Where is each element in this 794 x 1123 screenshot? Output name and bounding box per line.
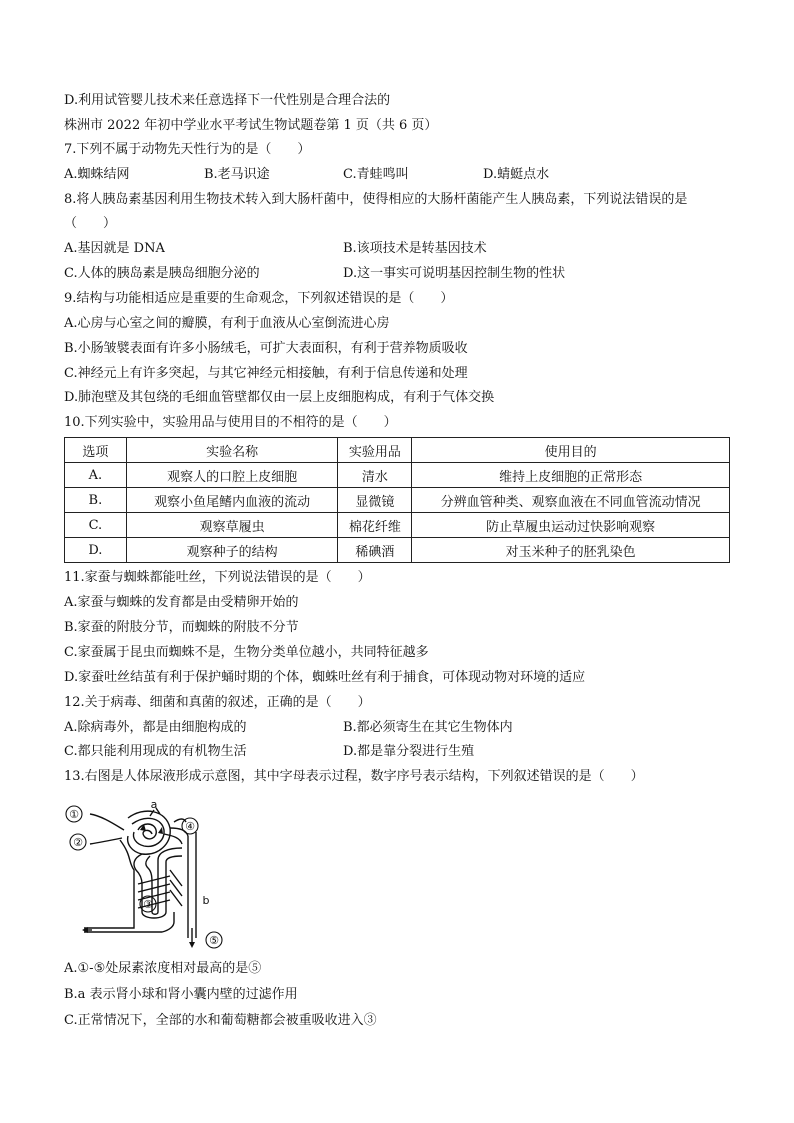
q13-option-a: A.①-⑤处尿素浓度相对最高的是⑤ [64, 961, 262, 976]
q7-option-d: D.蜻蜓点水 [483, 167, 550, 182]
table-cell: 显微镜 [338, 488, 412, 513]
header-purpose: 使用目的 [412, 438, 730, 463]
efferent-arteriole [90, 838, 122, 844]
capillary-vein [84, 840, 134, 928]
table-row [65, 488, 730, 513]
q13-stem: 13.右图是人体尿液形成示意图，其中字母表示过程，数字序号表示结构，下列叙述错误的是（ ） [64, 769, 644, 784]
table-cell: 维持上皮细胞的正常形态 [412, 463, 730, 488]
table-cell: 分辨血管种类、观察血液在不同血管流动情况 [412, 488, 730, 513]
q8-stem-cont: （ ） [64, 216, 117, 231]
table-header-row [65, 438, 730, 463]
q12-option-c: C.都只能利用现成的有机物生活 [64, 744, 247, 759]
q11-stem: 11.家蚕与蜘蛛都能吐丝，下列说法错误的是（ ） [64, 570, 371, 585]
header-material: 实验用品 [338, 438, 412, 463]
q8-option-d: D.这一事实可说明基因控制生物的性状 [343, 266, 566, 281]
table-cell: A. [65, 463, 127, 488]
table-cell: 观察小鱼尾鳍内血液的流动 [126, 488, 338, 513]
q12-stem: 12.关于病毒、细菌和真菌的叙述，正确的是（ ） [64, 695, 371, 710]
q13-option-c: C.正常情况下，全部的水和葡萄糖都会被重吸收进入③ [64, 1013, 377, 1028]
table-cell: C. [65, 513, 127, 538]
urine-arrowhead [189, 942, 195, 948]
table-cell: 观察人的口腔上皮细胞 [126, 463, 338, 488]
q8-stem: 8.将人胰岛素基因利用生物技术转入到大肠杆菌中，使得相应的大肠杆菌能产生人胰岛素，下列说法错误的是 [64, 192, 688, 207]
q9-option-c: C.神经元上有许多突起，与其它神经元相接触，有利于信息传递和处理 [64, 366, 468, 381]
table-cell: 清水 [338, 463, 412, 488]
label-a: a [150, 800, 158, 811]
table-row [65, 513, 730, 538]
table-cell: 防止草履虫运动过快影响观察 [412, 513, 730, 538]
q11-option-d: D.家蚕吐丝结茧有利于保护蛹时期的个体，蜘蛛吐丝有利于捕食，可体现动物对环境的适应 [64, 670, 586, 685]
q7-option-a: A.蜘蛛结网 [64, 167, 130, 182]
q13-option-b: B.a 表示肾小球和肾小囊内壁的过滤作用 [64, 987, 298, 1002]
q8-option-c: C.人体的胰岛素是胰岛细胞分泌的 [64, 266, 260, 281]
header-experiment: 实验名称 [126, 438, 338, 463]
experiment-table [64, 437, 730, 563]
q8-option-b: B.该项技术是转基因技术 [343, 241, 487, 256]
label-5: ⑤ [209, 934, 219, 947]
prev-question-option-d: D.利用试管婴儿技术来任意选择下一代性别是合理合法的 [64, 93, 391, 108]
q7-option-c: C.青蛙鸣叫 [343, 167, 409, 182]
q9-stem: 9.结构与功能相适应是重要的生命观念，下列叙述错误的是（ ） [64, 291, 454, 306]
q10-stem: 10.下列实验中，实验用品与使用目的不相符的是（ ） [64, 415, 397, 430]
label-3: ③ [143, 898, 153, 911]
q11-option-b: B.家蚕的附肢分节，而蜘蛛的附肢不分节 [64, 620, 299, 635]
label-b: b [202, 894, 210, 907]
glomerulus [138, 824, 156, 839]
table-cell: 对玉米种子的胚乳染色 [412, 538, 730, 563]
q11-option-a: A.家蚕与蜘蛛的发育都是由受精卵开始的 [64, 595, 299, 610]
q9-option-d: D.肺泡壁及其包绕的毛细血管壁都仅由一层上皮细胞构成，有利于气体交换 [64, 390, 495, 405]
q8-option-a: A.基因就是 DNA [64, 241, 165, 256]
label-4: ④ [185, 820, 195, 833]
afferent-arteriole [90, 814, 124, 830]
q11-option-c: C.家蚕属于昆虫而蜘蛛不是，生物分类单位越小，共同特征越多 [64, 645, 429, 660]
header-option: 选项 [65, 438, 127, 463]
label-2: ② [73, 836, 83, 849]
q12-option-b: B.都必须寄生在其它生物体内 [343, 720, 513, 735]
q7-option-b: B.老马识途 [204, 167, 270, 182]
table-cell: 观察草履虫 [126, 513, 338, 538]
table-cell: D. [65, 538, 127, 563]
table-row [65, 463, 730, 488]
q9-option-a: A.心房与心室之间的瓣膜，有利于血液从心室倒流进心房 [64, 316, 390, 331]
q12-option-a: A.除病毒外，都是由细胞构成的 [64, 720, 247, 735]
nephron-diagram [62, 800, 232, 950]
table-cell: 棉花纤维 [338, 513, 412, 538]
table-cell: 稀碘酒 [338, 538, 412, 563]
page-footer: 株洲市 2022 年初中学业水平考试生物试题卷第 1 页（共 6 页） [64, 118, 438, 133]
q7-stem: 7.下列不属于动物先天性行为的是（ ） [64, 142, 311, 157]
q12-option-d: D.都是靠分裂进行生殖 [343, 744, 475, 759]
label-1: ① [69, 808, 79, 821]
table-cell: 观察种子的结构 [126, 538, 338, 563]
q9-option-b: B.小肠皱襞表面有许多小肠绒毛，可扩大表面积，有利于营养物质吸收 [64, 341, 468, 356]
table-cell: B. [65, 488, 127, 513]
table-row [65, 538, 730, 563]
